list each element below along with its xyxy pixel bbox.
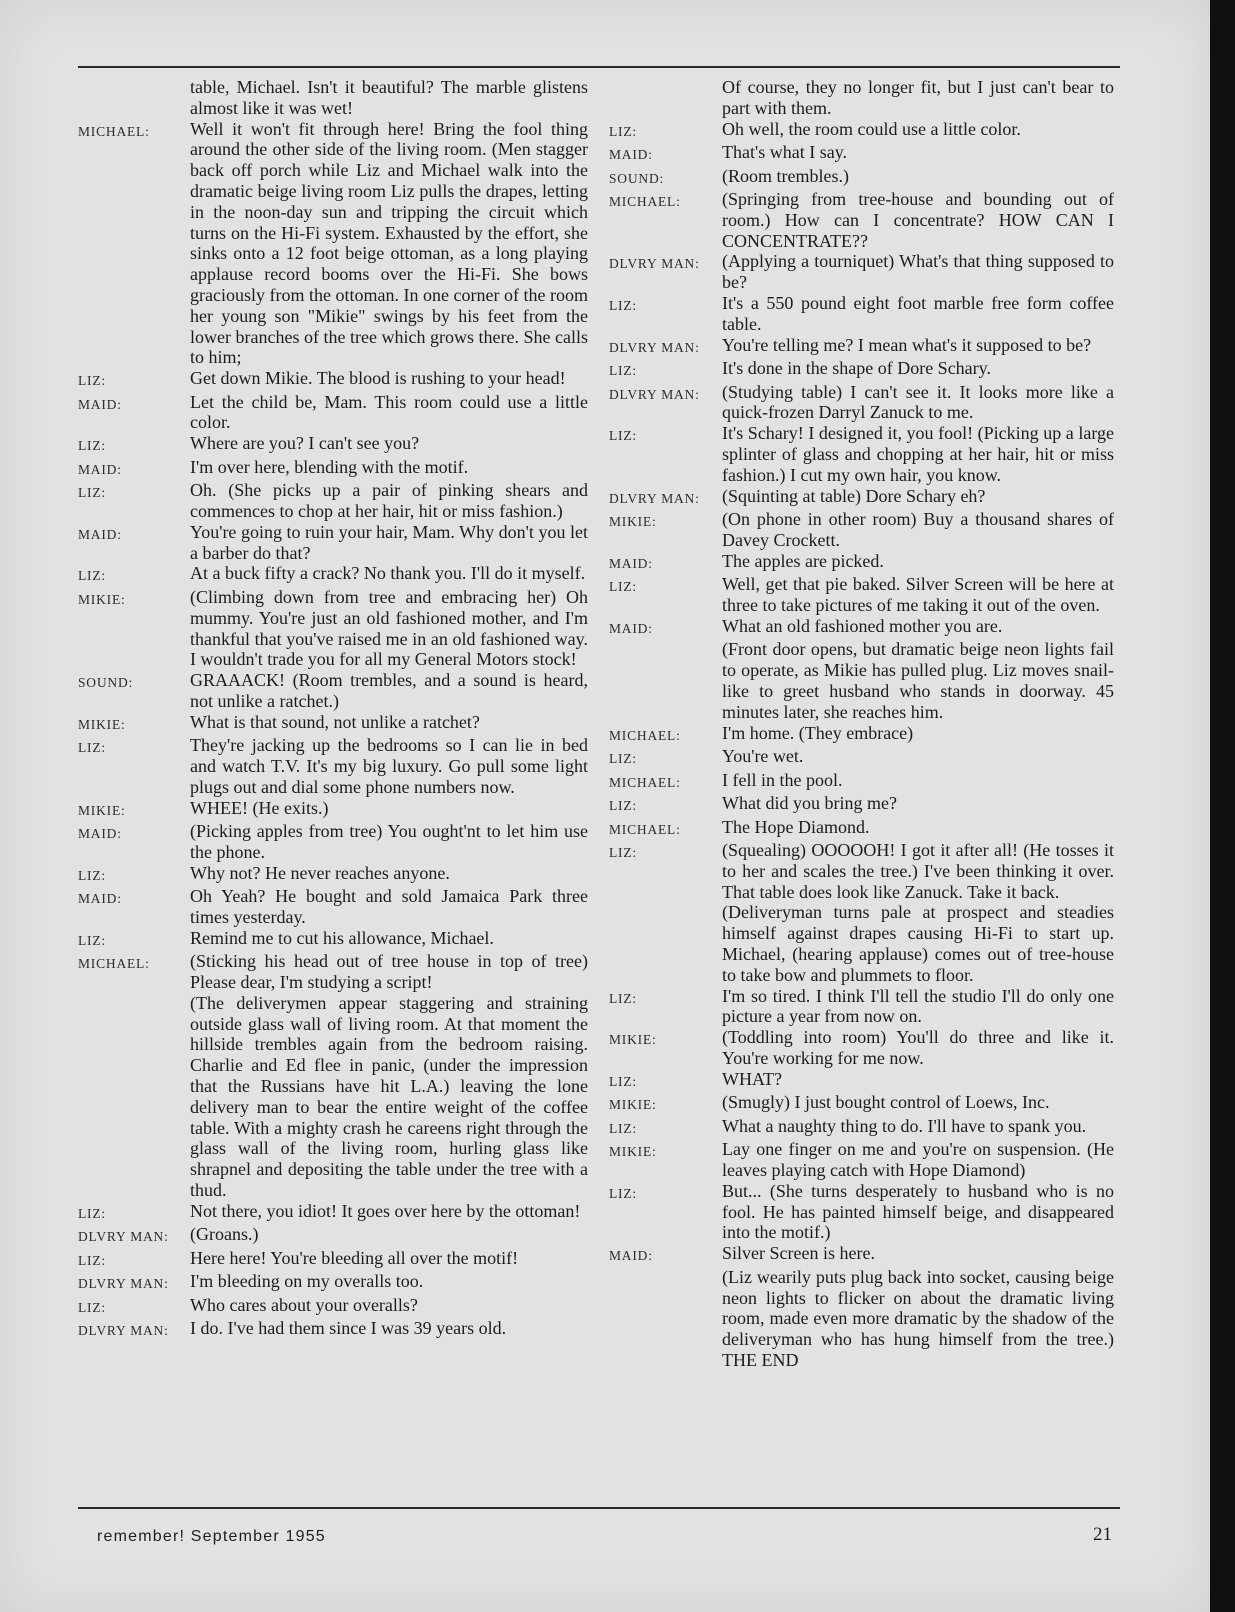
speaker-label: LIZ: <box>609 990 637 1006</box>
dialogue-entry <box>609 142 1114 166</box>
dialogue-text: You're wet. <box>722 746 804 767</box>
speaker-label: LIZ: <box>609 298 637 314</box>
dialogue-text: What is that sound, not unlike a ratchet? <box>190 711 480 732</box>
dialogue-entry <box>78 77 588 119</box>
dialogue-text: I'm over here, blending with the motif. <box>190 456 469 477</box>
dialogue-entry <box>609 1092 1114 1116</box>
dialogue-entry <box>609 293 1114 335</box>
dialogue-entry <box>78 119 588 369</box>
bottom-rule <box>78 1507 1120 1509</box>
dialogue-entry <box>78 886 588 928</box>
dialogue-entry <box>609 840 1114 902</box>
speaker-label: LIZ: <box>78 438 106 454</box>
speaker-label: MAID: <box>78 396 122 412</box>
dialogue-text: (Springing from tree-house and bounding out of room.) How can I concentrate? HOW CAN I CONCENTRATE?? <box>722 189 1114 251</box>
dialogue-entry <box>609 251 1114 293</box>
speaker-label: MAID: <box>78 826 122 842</box>
speaker-label: DLVRY MAN: <box>609 490 700 506</box>
dialogue-text: Why not? He never reaches anyone. <box>190 862 450 883</box>
dialogue-entry <box>78 712 588 736</box>
dialogue-text: It's a 550 pound eight foot marble free form coffee table. <box>722 293 1114 334</box>
dialogue-entry <box>78 821 588 863</box>
dialogue-text: (Studying table) I can't see it. It looks more like a quick-frozen Darryl Zanuck to me. <box>722 381 1114 423</box>
dialogue-entry <box>609 723 1114 747</box>
speaker-label: MAID: <box>609 555 653 571</box>
dialogue-entry <box>78 1201 588 1225</box>
speaker-label <box>78 993 190 1201</box>
left-column <box>78 77 588 1342</box>
dialogue-entry <box>609 639 1114 722</box>
dialogue-text: (Sticking his head out of tree house in top of tree) Please dear, I'm studying a script! <box>190 951 588 993</box>
top-rule <box>78 66 1120 68</box>
dialogue-text: You're telling me? I mean what's it supposed to be? <box>722 334 1092 355</box>
dialogue-text: (Picking apples from tree) You ought'nt to let him use the phone. <box>190 821 588 862</box>
dialogue-text: table, Michael. Isn't it beautiful? The marble glistens almost like it was wet! <box>190 77 588 118</box>
speaker-label: LIZ: <box>609 123 637 139</box>
speaker-label: LIZ: <box>609 579 637 595</box>
dialogue-text: It's Schary! I designed it, you fool! (Picking up a large splinter of glass and chopping at her hair, hit or miss fashion.) I cut my own hair, you know. <box>722 423 1114 485</box>
dialogue-entry <box>609 770 1114 794</box>
dialogue-entry <box>78 480 588 522</box>
dialogue-text: But... (She turns desperately to husband who is no fool. He has painted himself beige, and disappeared into the motif.) <box>722 1180 1114 1243</box>
speaker-label: MIKIE: <box>609 514 657 530</box>
dialogue-text: I'm bleeding on my overalls too. <box>190 1271 424 1292</box>
dialogue-text: It's done in the shape of Dore Schary. <box>722 358 991 379</box>
speaker-label: MAID: <box>78 891 122 907</box>
speaker-label: LIZ: <box>78 740 106 756</box>
speaker-label: LIZ: <box>78 373 106 389</box>
speaker-label: LIZ: <box>609 798 637 814</box>
dialogue-entry <box>609 335 1114 359</box>
page-edge-shadow <box>1210 0 1235 1612</box>
speaker-label: MIKIE: <box>78 591 126 607</box>
dialogue-text: Oh. (She picks up a pair of pinking shears and commences to chop at her hair, hit or miss fashion.) <box>190 480 588 522</box>
dialogue-text: WHEE! (He exits.) <box>190 797 329 818</box>
dialogue-text: Lay one finger on me and you're on suspension. (He leaves playing catch with Hope Diamond) <box>722 1139 1114 1181</box>
speaker-label: MAID: <box>78 526 122 542</box>
page-number: 21 <box>1093 1524 1112 1545</box>
dialogue-text: Remind me to cut his allowance, Michael. <box>190 927 494 948</box>
dialogue-text: The Hope Diamond. <box>722 816 870 837</box>
dialogue-entry <box>609 358 1114 382</box>
dialogue-entry <box>609 574 1114 616</box>
speaker-label: DLVRY MAN: <box>78 1276 169 1292</box>
speaker-label: MICHAEL: <box>609 774 681 790</box>
dialogue-entry <box>609 1139 1114 1181</box>
speaker-label: MIKIE: <box>78 802 126 818</box>
speaker-label: LIZ: <box>609 1120 637 1136</box>
dialogue-text: Silver Screen is here. <box>722 1243 875 1264</box>
dialogue-text: Here here! You're bleeding all over the motif! <box>190 1247 519 1268</box>
speaker-label: LIZ: <box>609 1185 637 1201</box>
dialogue-entry <box>78 798 588 822</box>
speaker-label: MAID: <box>78 461 122 477</box>
dialogue-text: (Liz wearily puts plug back into socket, causing beige neon lights to flicker on about the dramatic living room, made even more dramatic by the shadow of the deliveryman who has hung himself from the tree.) THE END <box>722 1266 1114 1370</box>
speaker-label <box>609 902 722 985</box>
dialogue-text: Get down Mikie. The blood is rushing to your head! <box>190 368 566 389</box>
speaker-label: LIZ: <box>78 1299 106 1315</box>
dialogue-entry <box>78 951 588 993</box>
speaker-label: LIZ: <box>78 1205 106 1221</box>
dialogue-entry <box>78 392 588 434</box>
speaker-label <box>609 1267 722 1371</box>
speaker-label: LIZ: <box>609 845 637 861</box>
dialogue-entry <box>609 77 1114 119</box>
dialogue-entry <box>78 587 588 670</box>
dialogue-text: The apples are picked. <box>722 550 884 571</box>
dialogue-entry <box>609 382 1114 424</box>
dialogue-entry <box>78 522 588 564</box>
right-column <box>609 77 1114 1371</box>
dialogue-text: Well, get that pie baked. Silver Screen will be here at three to take pictures of me taking it out of the oven. <box>722 574 1114 616</box>
dialogue-entry <box>609 1116 1114 1140</box>
dialogue-text: What a naughty thing to do. I'll have to spank you. <box>722 1115 1087 1136</box>
speaker-label: MICHAEL: <box>78 123 150 139</box>
speaker-label <box>609 639 722 722</box>
dialogue-entry <box>609 817 1114 841</box>
dialogue-entry <box>609 509 1114 551</box>
speaker-label: MAID: <box>609 147 653 163</box>
dialogue-entry <box>78 1224 588 1248</box>
dialogue-entry <box>609 486 1114 510</box>
speaker-label: SOUND: <box>609 170 665 186</box>
dialogue-text: (Deliveryman turns pale at prospect and steadies himself against drapes causing Hi-Fi to start up. Michael, (hearing applause) comes out of tree-house to take bow and plummets to floor. <box>722 902 1114 985</box>
speaker-label: MAID: <box>609 620 653 636</box>
dialogue-text: I'm so tired. I think I'll tell the studio I'll do only one picture a year from now on. <box>722 985 1114 1027</box>
speaker-label: LIZ: <box>78 1252 106 1268</box>
speaker-label: MIKIE: <box>78 716 126 732</box>
dialogue-text: WHAT? <box>722 1068 782 1089</box>
speaker-label: MICHAEL: <box>609 727 681 743</box>
speaker-label <box>609 77 722 119</box>
dialogue-text: I do. I've had them since I was 39 years old. <box>190 1318 507 1339</box>
dialogue-entry <box>609 1181 1114 1243</box>
dialogue-text: Where are you? I can't see you? <box>190 433 420 454</box>
dialogue-text: (Groans.) <box>190 1224 259 1245</box>
dialogue-entry <box>78 863 588 887</box>
speaker-label: MICHAEL: <box>609 194 681 210</box>
dialogue-text: I fell in the pool. <box>722 769 843 790</box>
dialogue-entry <box>78 563 588 587</box>
dialogue-entry <box>78 1318 588 1342</box>
speaker-label: MIKIE: <box>609 1097 657 1113</box>
speaker-label: MAID: <box>609 1248 653 1264</box>
dialogue-text: Oh well, the room could use a little color. <box>722 118 1021 139</box>
dialogue-text: You're going to ruin your hair, Mam. Why don't you let a barber do that? <box>190 521 588 563</box>
dialogue-entry <box>609 119 1114 143</box>
speaker-label: MICHAEL: <box>609 821 681 837</box>
dialogue-text: (Applying a tourniquet) What's that thing supposed to be? <box>722 251 1114 293</box>
speaker-label: LIZ: <box>78 867 106 883</box>
speaker-label: DLVRY MAN: <box>609 339 700 355</box>
dialogue-text: Not there, you idiot! It goes over here by the ottoman! <box>190 1200 581 1221</box>
dialogue-entry <box>78 670 588 712</box>
dialogue-text: Of course, they no longer fit, but I just can't bear to part with them. <box>722 77 1114 118</box>
dialogue-entry <box>609 616 1114 640</box>
speaker-label: MIKIE: <box>609 1144 657 1160</box>
dialogue-entry <box>78 1295 588 1319</box>
dialogue-entry <box>609 189 1114 251</box>
speaker-label: DLVRY MAN: <box>78 1229 169 1245</box>
speaker-label: LIZ: <box>78 932 106 948</box>
dialogue-entry <box>78 368 588 392</box>
dialogue-text: (Climbing down from tree and embracing her) Oh mummy. You're just an old fashioned mother, and I'm thankful that you've raised me in an old fashioned way. I wouldn't trade you for all my General Motors stock! <box>190 586 588 670</box>
dialogue-text: (The deliverymen appear staggering and straining outside glass wall of living room. At that moment the hillside trembles again from the bedroom raising. Charlie and Ed flee in panic, (under the impression that the Russians have hit L.A.) leaving the lone delivery man to bear the entire weight of the coffee table. With a mighty crash he careens right through the glass wall of the living room, hurling glass like shrapnel and depositing the table under the tree with a thud. <box>190 992 588 1201</box>
speaker-label: DLVRY MAN: <box>78 1323 169 1339</box>
speaker-label: LIZ: <box>609 751 637 767</box>
dialogue-entry <box>609 746 1114 770</box>
dialogue-entry <box>609 551 1114 575</box>
speaker-label: LIZ: <box>609 428 637 444</box>
dialogue-entry <box>78 457 588 481</box>
dialogue-text: They're jacking up the bedrooms so I can lie in bed and watch T.V. It's my big luxury. Go pull some light plugs out and dial some phone numbers now. <box>190 735 588 797</box>
dialogue-text: Well it won't fit through here! Bring the fool thing around the other side of the living room. (Men stagger back off porch while Liz and Michael walk into the dramatic beige living room Liz pulls the drapes, letting in the noon-day sun and tripping the circuit which turns on the Hi-Fi system. Exhausted by the effort, she sinks onto a 12 foot beige ottoman, as a long playing applause record booms over the Hi-Fi. She bows graciously from the ottoman. In one corner of the room her young son "Mikie" swings by his feet from the lower branches of the tree which grows there. She calls to him; <box>190 118 588 368</box>
dialogue-text: (Smugly) I just bought control of Loews, Inc. <box>722 1092 1050 1113</box>
dialogue-text: GRAAACK! (Room trembles, and a sound is heard, not unlike a ratchet.) <box>190 670 588 711</box>
dialogue-entry <box>609 1267 1114 1371</box>
dialogue-text: Who cares about your overalls? <box>190 1294 418 1315</box>
footer-publication: remember! September 1955 <box>97 1528 326 1545</box>
dialogue-entry <box>609 986 1114 1028</box>
dialogue-text: (Toddling into room) You'll do three and like it. You're working for me now. <box>722 1027 1114 1068</box>
dialogue-entry <box>78 433 588 457</box>
speaker-label: DLVRY MAN: <box>609 256 700 272</box>
dialogue-entry <box>78 1248 588 1272</box>
dialogue-text: Oh Yeah? He bought and sold Jamaica Park three times yesterday. <box>190 886 588 927</box>
dialogue-entry <box>609 1027 1114 1069</box>
dialogue-entry <box>78 928 588 952</box>
speaker-label: LIZ: <box>609 363 637 379</box>
dialogue-text: What an old fashioned mother you are. <box>722 615 1003 636</box>
speaker-label: LIZ: <box>78 485 106 501</box>
dialogue-entry <box>78 993 588 1201</box>
dialogue-entry <box>609 166 1114 190</box>
speaker-label: SOUND: <box>78 675 134 691</box>
speaker-label: LIZ: <box>609 1073 637 1089</box>
speaker-label: LIZ: <box>78 568 106 584</box>
dialogue-text: (Squealing) OOOOOH! I got it after all! (He tosses it to her and scales the tree.) I've been thinking it over. That table does look like Zanuck. Take it back. <box>722 840 1114 902</box>
speaker-label: MICHAEL: <box>78 956 150 972</box>
dialogue-entry <box>609 423 1114 485</box>
dialogue-text: (Front door opens, but dramatic beige neon lights fail to operate, as Mikie has pulled plug. Liz moves snail-like to greet husband who stands in doorway. 45 minutes later, she reaches him. <box>722 639 1114 722</box>
dialogue-entry <box>78 1271 588 1295</box>
dialogue-text: I'm home. (They embrace) <box>722 722 914 743</box>
speaker-label <box>78 77 190 119</box>
dialogue-entry <box>78 735 588 797</box>
dialogue-text: That's what I say. <box>722 142 848 163</box>
dialogue-entry <box>609 793 1114 817</box>
dialogue-text: (On phone in other room) Buy a thousand shares of Davey Crockett. <box>722 509 1114 550</box>
dialogue-text: At a buck fifty a crack? No thank you. I'll do it myself. <box>190 563 586 584</box>
dialogue-text: What did you bring me? <box>722 793 897 814</box>
speaker-label: DLVRY MAN: <box>609 386 700 402</box>
dialogue-text: (Squinting at table) Dore Schary eh? <box>722 485 986 506</box>
dialogue-text: (Room trembles.) <box>722 165 849 186</box>
dialogue-text: Let the child be, Mam. This room could use a little color. <box>190 391 588 433</box>
dialogue-entry <box>609 1243 1114 1267</box>
speaker-label: MIKIE: <box>609 1032 657 1048</box>
dialogue-entry <box>609 1069 1114 1093</box>
dialogue-entry <box>609 902 1114 985</box>
